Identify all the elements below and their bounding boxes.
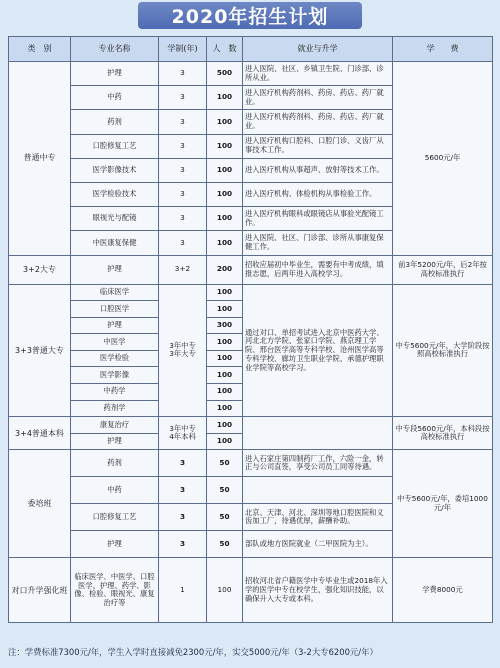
category-cell: 3+4普通本科 xyxy=(9,417,71,450)
years-cell: 3 xyxy=(159,207,207,231)
major-cell: 中药学 xyxy=(71,384,159,401)
count-cell: 100 xyxy=(207,110,243,134)
career-cell: 进入医疗机构药剂科、药房、药店、药厂就业。 xyxy=(243,110,393,134)
enrollment-table xyxy=(8,36,493,623)
category-cell: 委培班 xyxy=(9,450,71,558)
career-cell: 进入医院、社区、乡镇卫生院、门诊部、诊所从业。 xyxy=(243,62,393,86)
years-cell: 3+2 xyxy=(159,255,207,284)
career-cell xyxy=(243,477,393,504)
count-cell: 100 xyxy=(207,417,243,434)
category-cell: 3+2大专 xyxy=(9,255,71,284)
count-cell: 100 xyxy=(207,350,243,367)
major-cell: 医学影像技术 xyxy=(71,158,159,182)
years-cell: 3年中专 3年大专 xyxy=(159,284,207,417)
header-fee: 学 费 xyxy=(393,37,493,62)
count-cell: 50 xyxy=(207,504,243,531)
career-cell: 进入医疗机构从事超声、放射等技术工作。 xyxy=(243,158,393,182)
major-cell: 口腔医学 xyxy=(71,301,159,318)
years-cell: 3 xyxy=(159,182,207,206)
career-cell: 进入石家庄第四制药厂工作，六险一金，转正与公司直签，享受公司员工同等待遇。 xyxy=(243,450,393,477)
major-cell: 药剂 xyxy=(71,110,159,134)
years-cell: 3 xyxy=(159,134,207,158)
count-cell: 100 xyxy=(207,384,243,401)
count-cell: 50 xyxy=(207,531,243,558)
major-cell: 医学检验 xyxy=(71,350,159,367)
career-cell: 招收应届初中毕业生，需要有中考成绩，填报志愿，后两年进入高校学习。 xyxy=(243,255,393,284)
count-cell: 100 xyxy=(207,558,243,623)
years-cell: 3 xyxy=(159,86,207,110)
major-cell: 临床医学 xyxy=(71,284,159,301)
major-cell: 中药 xyxy=(71,86,159,110)
table-row xyxy=(9,450,493,477)
major-cell: 护理 xyxy=(71,317,159,334)
career-cell: 北京、天津、河北、深圳等地口腔医院和义齿加工厂，待遇优厚，薪酬补助。 xyxy=(243,504,393,531)
years-cell: 3 xyxy=(159,231,207,255)
count-cell: 100 xyxy=(207,301,243,318)
major-cell: 药剂 xyxy=(71,450,159,477)
major-cell: 康复治疗 xyxy=(71,417,159,434)
years-cell: 3年中专 4年本科 xyxy=(159,417,207,450)
major-cell: 口腔修复工艺 xyxy=(71,504,159,531)
table-header-row xyxy=(9,37,493,62)
major-cell: 医学影像 xyxy=(71,367,159,384)
category-cell: 普通中专 xyxy=(9,62,71,256)
fee-cell: 中专5600元/年，大学阶段按照高校标准执行 xyxy=(393,284,493,417)
career-cell: 进入医疗机构药剂科、药房、药店、药厂就业。 xyxy=(243,86,393,110)
footnote: 注：学费标准7300元/年，学生入学时直接减免2300元/年，实交5000元/年（3-2大专6200元/年） xyxy=(8,647,378,657)
major-cell: 护理 xyxy=(71,531,159,558)
major-cell: 中药 xyxy=(71,477,159,504)
count-cell: 300 xyxy=(207,317,243,334)
count-cell: 100 xyxy=(207,182,243,206)
count-cell: 500 xyxy=(207,62,243,86)
career-cell: 部队或地方医院就业（二甲医院为主）。 xyxy=(243,531,393,558)
major-cell: 口腔修复工艺 xyxy=(71,134,159,158)
header-career: 就业与升学 xyxy=(243,37,393,62)
table-body xyxy=(9,62,493,623)
major-cell: 眼视光与配镜 xyxy=(71,207,159,231)
count-cell: 100 xyxy=(207,86,243,110)
header-count: 人 数 xyxy=(207,37,243,62)
page-title: 2020年招生计划 xyxy=(138,2,362,29)
category-cell: 对口升学强化班 xyxy=(9,558,71,623)
count-cell: 100 xyxy=(207,231,243,255)
count-cell: 100 xyxy=(207,367,243,384)
years-cell: 3 xyxy=(159,62,207,86)
header-major: 专业名称 xyxy=(71,37,159,62)
major-cell: 中医学 xyxy=(71,334,159,351)
years-cell: 3 xyxy=(159,158,207,182)
major-cell: 护理 xyxy=(71,433,159,450)
count-cell: 100 xyxy=(207,433,243,450)
career-cell: 进入医疗机构眼科或眼镜店从事验光配镜工作。 xyxy=(243,207,393,231)
career-cell: 招收河北省户籍医学中专毕业生或2018年入学的医学中专在校学生，强化知识技能，以确保升入大专或本科。 xyxy=(243,558,393,623)
fee-cell: 学费8000元 xyxy=(393,558,493,623)
count-cell: 100 xyxy=(207,207,243,231)
count-cell: 50 xyxy=(207,477,243,504)
fee-cell: 中专5600元/年，委培1000元/年 xyxy=(393,450,493,558)
fee-cell: 5600元/年 xyxy=(393,62,493,256)
career-cell: 进入医疗机构、体检机构从事检验工作。 xyxy=(243,182,393,206)
career-cell: 进入医疗机构口腔科、口腔门诊、义齿厂从事技术工作。 xyxy=(243,134,393,158)
years-cell: 3 xyxy=(159,504,207,531)
years-cell: 3 xyxy=(159,110,207,134)
years-cell: 3 xyxy=(159,450,207,477)
career-cell: 进入医院、社区、门诊部、诊所从事康复保健工作。 xyxy=(243,231,393,255)
table-row xyxy=(9,284,493,301)
career-cell: 通过对口、单招考试进入北京中医药大学、河北北方学院、张家口学院、燕京理工学院、邢台医学高等专科学校、沧州医学高等专科学校、廊坊卫生职业学院、承德护理职业学院等高校学习。 xyxy=(243,284,393,417)
count-cell: 100 xyxy=(207,334,243,351)
major-cell: 医学检验技术 xyxy=(71,182,159,206)
category-cell: 3+3普通大专 xyxy=(9,284,71,417)
years-cell: 3 xyxy=(159,531,207,558)
fee-cell: 中专段5600元/年，本科段按高校标准执行 xyxy=(393,417,493,450)
years-cell: 1 xyxy=(159,558,207,623)
table-row xyxy=(9,417,493,434)
major-cell: 药剂学 xyxy=(71,400,159,417)
count-cell: 100 xyxy=(207,158,243,182)
fee-cell: 前3年5200元/年，后2年按高校标准执行 xyxy=(393,255,493,284)
count-cell: 100 xyxy=(207,284,243,301)
table-row xyxy=(9,255,493,284)
header-years: 学制(年) xyxy=(159,37,207,62)
count-cell: 50 xyxy=(207,450,243,477)
count-cell: 100 xyxy=(207,400,243,417)
count-cell: 200 xyxy=(207,255,243,284)
career-cell-empty xyxy=(243,417,393,450)
major-cell: 护理 xyxy=(71,62,159,86)
count-cell: 100 xyxy=(207,134,243,158)
table-row xyxy=(9,558,493,623)
major-cell: 中医康复保健 xyxy=(71,231,159,255)
header-category: 类 别 xyxy=(9,37,71,62)
major-cell: 临床医学、中医学、口腔医学、护理、药学、影像、检验、眼视光、康复治疗等 xyxy=(71,558,159,623)
table-row xyxy=(9,62,493,86)
years-cell: 3 xyxy=(159,477,207,504)
major-cell: 护理 xyxy=(71,255,159,284)
